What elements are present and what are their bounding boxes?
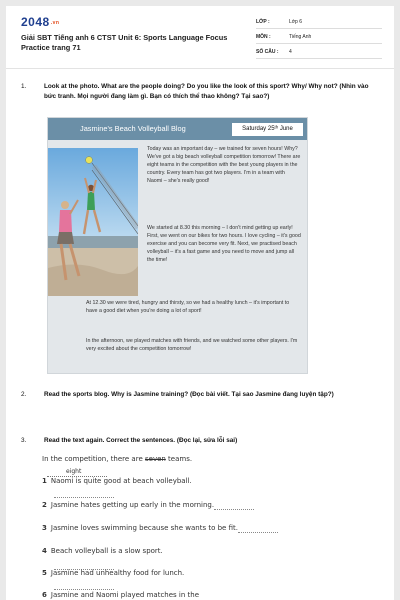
meta-value: 4 bbox=[289, 49, 292, 55]
item-number: 5 bbox=[42, 569, 47, 577]
question-text: Read the sports blog. Why is Jasmine training? (Đọc bài viết. Tại sao Jasmine đang luyện tập?) bbox=[44, 391, 334, 398]
item-number: 6 bbox=[42, 591, 47, 599]
exercise-item bbox=[42, 476, 342, 498]
meta-row-class bbox=[256, 16, 382, 29]
blog-figure bbox=[47, 117, 308, 374]
meta-row-subject bbox=[256, 31, 382, 44]
document-title: Giải SBT Tiếng anh 6 CTST Unit 6: Sports Language Focus Practice trang 71 bbox=[21, 33, 228, 52]
item-text: Jasmine had unhealthy food for lunch. bbox=[50, 569, 185, 577]
example-sentence bbox=[42, 454, 342, 464]
logo-text: 2048 bbox=[21, 15, 50, 29]
blog-paragraph-1: Today was an important day – we trained for seven hours! Why? We've got a big beach volleyball competition tomorrow! There are eight teams in the competition with the best young players in the country. Every team has got two players. I'm in a team with Naomi – she's really good! bbox=[147, 146, 301, 184]
example-struck-word: seven bbox=[144, 455, 166, 463]
blog-title: Jasmine's Beach Volleyball Blog bbox=[80, 124, 186, 133]
question-number: 1. bbox=[21, 83, 27, 90]
exercise-item bbox=[42, 568, 342, 590]
item-text: Beach volleyball is a slow sport. bbox=[50, 547, 163, 555]
meta-row-count bbox=[256, 46, 382, 59]
blog-paragraph-3: At 12.30 we were tired, hungry and thirsty, so we had a healthy lunch – it's important to have a good diet when you're doing a lot of sport! bbox=[86, 300, 290, 314]
beach-volleyball-photo bbox=[48, 148, 138, 296]
exercise-item bbox=[42, 500, 342, 510]
item-text: Jasmine and Naomi played matches in the bbox=[50, 591, 200, 599]
question-number: 3. bbox=[21, 437, 27, 444]
worksheet bbox=[6, 6, 394, 600]
exercise-item bbox=[42, 523, 342, 533]
answer-blank[interactable] bbox=[54, 489, 114, 498]
question-text: Read the text again. Correct the sentences. (Đọc lại, sửa lỗi sai) bbox=[44, 437, 238, 444]
item-text: Naomi is quite good at beach volleyball. bbox=[50, 477, 192, 485]
example-prefix: In the competition, there are bbox=[42, 455, 145, 463]
item-number: 2 bbox=[42, 501, 47, 509]
example-suffix: teams. bbox=[165, 455, 193, 463]
blog-date: Saturday 25ᵗʰ June bbox=[232, 123, 303, 136]
item-text: Jasmine loves swimming because she wants to be fit. bbox=[50, 524, 238, 532]
item-number: 3 bbox=[42, 524, 47, 532]
question-text: Look at the photo. What are the people doing? Do you like the look of this sport? Why/ Why not? (Nhìn vào bức tranh. Mọi người đang làm gì. Bạn có thích thể thao không? Tại sao?) bbox=[44, 83, 369, 100]
meta-key: LỚP : bbox=[256, 19, 270, 25]
document-header bbox=[6, 6, 394, 69]
exercise-item bbox=[42, 590, 342, 600]
answer-blank[interactable] bbox=[54, 581, 114, 590]
answer-blank[interactable] bbox=[214, 501, 254, 510]
answer-blank[interactable] bbox=[238, 524, 278, 533]
meta-key: MÔN : bbox=[256, 34, 271, 40]
exercise-item bbox=[42, 546, 342, 570]
item-text: Jasmine hates getting up early in the morning. bbox=[50, 501, 215, 509]
meta-value: Lớp 6 bbox=[289, 19, 303, 25]
example-answer: eight bbox=[66, 468, 82, 475]
blog-header-bar bbox=[48, 118, 307, 140]
question-number: 2. bbox=[21, 391, 27, 398]
logo-suffix: .vn bbox=[50, 19, 60, 26]
meta-key: SỐ CÂU : bbox=[256, 49, 279, 55]
item-number: 4 bbox=[42, 547, 47, 555]
site-logo[interactable] bbox=[21, 15, 59, 29]
blog-paragraph-4: In the afternoon, we played matches with friends, and we watched some other players. I'm very excited about the competition tomorrow! bbox=[86, 338, 298, 352]
item-number: 1 bbox=[42, 477, 47, 485]
blog-paragraph-2: We started at 8.30 this morning – I don't mind getting up early! First, we went on our bikes for two hours. I love cycling – it's good exercise and you can become very fit. Next, we practised beach volleyball – it's a fast game and you need to move and jump all the time! bbox=[147, 225, 301, 263]
meta-value: Tiếng Anh bbox=[289, 34, 312, 40]
